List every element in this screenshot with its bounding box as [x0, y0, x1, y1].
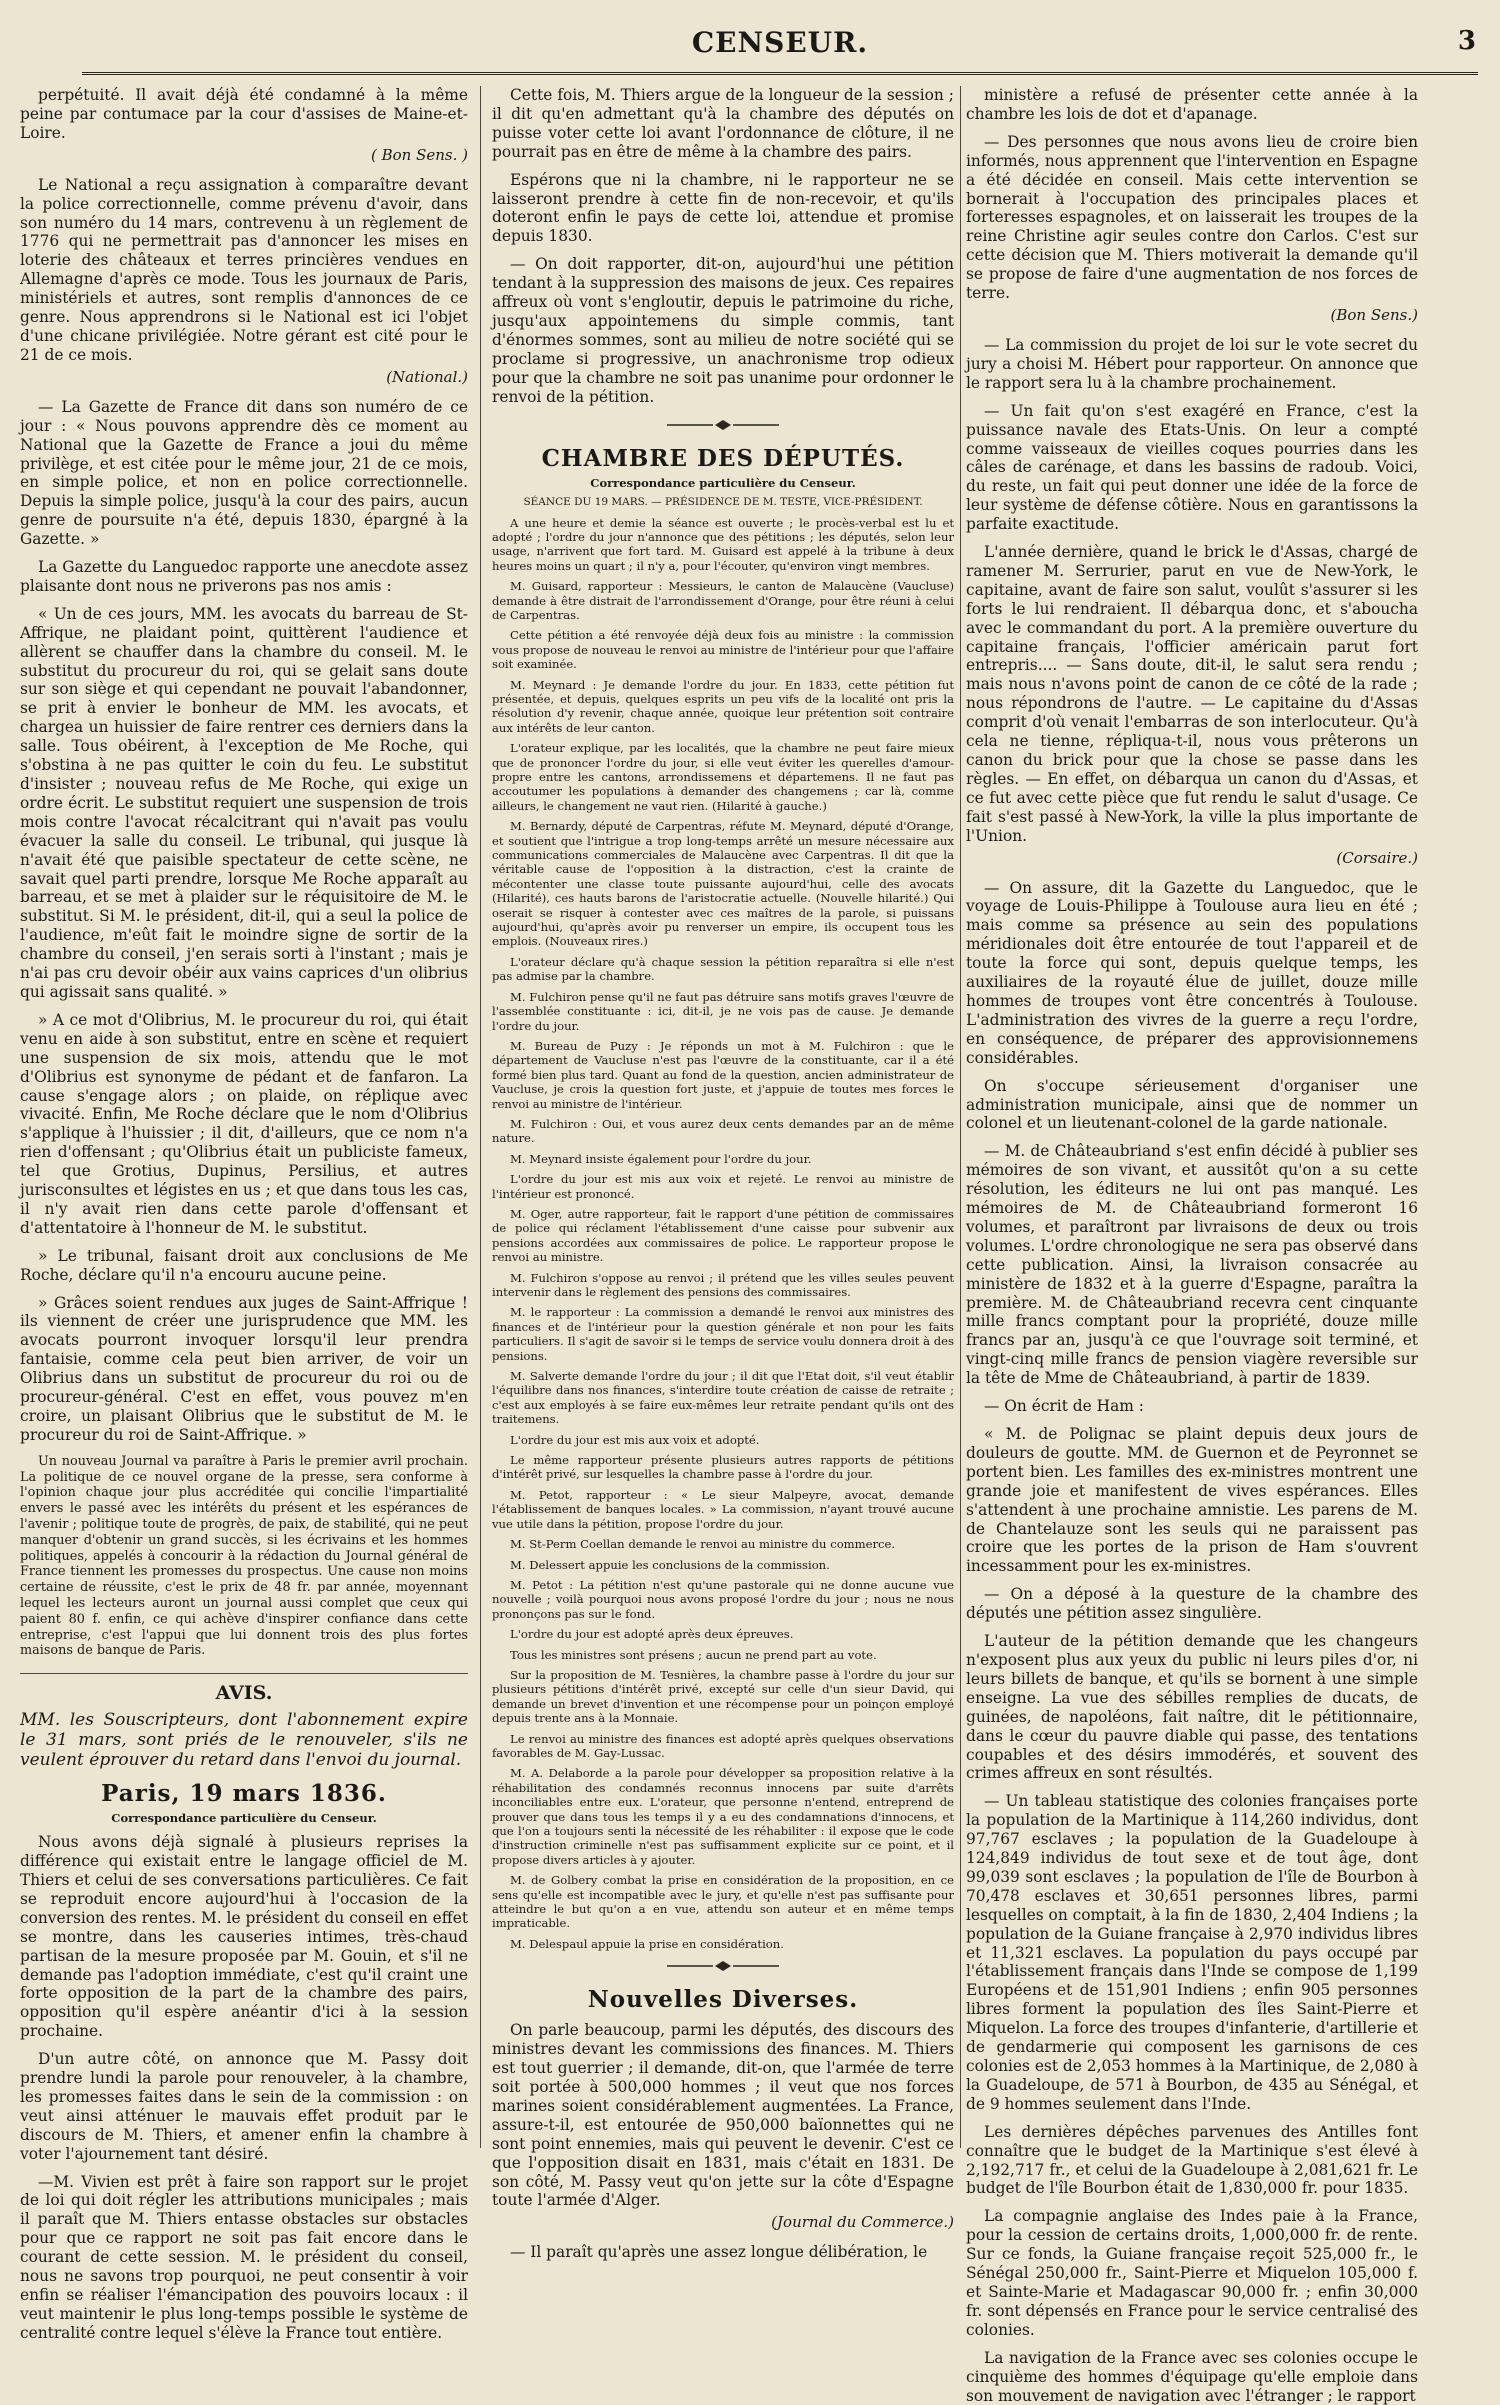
report-paragraph: M. Oger, autre rapporteur, fait le rapport d'une pétition de commissaires de police qui réclament l'établissement d'une caisse pour subvenir aux pensions accordées aux commissaires de police. Le rapporteur propose le renvoi au ministre.: [492, 1206, 954, 1265]
report-paragraph: M. de Golbery combat la prise en considération de la proposition, en ce sens qu'elle est incompatible avec le jury, et qu'elle n'est pas suffisante pour atteindre le but qu'on a en vue, attendu son auteur et en même temps impraticable.: [492, 1873, 954, 1931]
article-paragraph: La navigation de la France avec ses colonies occupe le cinquième des hommes d'équipage qu'elle emploie dans son mouvement de navigation avec l'étranger ; le rapport: [966, 2348, 1418, 2405]
article-paragraph: Espérons que ni la chambre, ni le rapporteur ne se laisseront prendre à cette fin de non-recevoir, et qu'ils doteront enfin le pays de cette loi, attendue et promise depuis 1830.: [492, 170, 954, 246]
source-attribution: (Corsaire.): [1336, 848, 1418, 867]
report-paragraph: M. Fulchiron pense qu'il ne faut pas détruire sans motifs graves l'œuvre de l'assemblée constituante : ici, dit-il, je ne vois pas de cause. Je demande l'ordre du jour.: [492, 989, 954, 1033]
journal-notice: [20, 1454, 468, 1659]
chambre-section-header: [492, 445, 954, 508]
article-paragraph: » Grâces soient rendues aux juges de Saint-Affrique ! ils viennent de créer une jurisprudence que MM. les avocats pourront invoquer lorsqu'il leur prendra fantaisie, comme cela peut bien arriver, de voir un Olibrius dans un substitut de procureur du roi ou de procureur-général. C'est en effet, vous pouvez m'en croire, un plaisant Olibrius que le substitut de M. le procureur du roi de Saint-Affrique. »: [20, 1293, 468, 1444]
newspaper-title: CENSEUR.: [691, 26, 869, 59]
report-paragraph: M. A. Delaborde a la parole pour développer sa proposition relative à la réhabilitation des condamnés reconnus innocens par suite d'arrêts inconciliables entre eux. L'orateur, que personne n'entend, entreprend de prouver que dans tous les temps il y a eu des condamnations d'innocens, et que l'on a toujours senti la nécessité de les réhabiliter : il expose que le code d'instruction criminelle n'est pas suffisamment explicite sur ce point, et il propose divers articles à y ajouter.: [492, 1766, 954, 1867]
column-2: [492, 86, 954, 2262]
report-paragraph: Sur la proposition de M. Tesnières, la chambre passe à l'ordre du jour sur plusieurs pétitions d'intérêt privé, excepté sur celle d'un sieur David, qui demande un brevet d'invention et une récompense pour un poinçon employé depuis trente ans à la Monnaie.: [492, 1667, 954, 1726]
report-paragraph: M. Petot : La pétition n'est qu'une pastorale qui ne donne aucune vue nouvelle ; voilà pourquoi nous avons proposé l'ordre du jour ; nous ne nous prononçons pas sur le fond.: [492, 1577, 954, 1621]
report-paragraph: M. Salverte demande l'ordre du jour ; il dit que l'Etat doit, s'il veut établir l'équilibre dans nos finances, s'interdire toute création de caisse de retraite ; c'est aux employés à se faire eux-mêmes leur retraite pendant qu'ils ont des traitemens.: [492, 1369, 954, 1427]
article-paragraph: « M. de Polignac se plaint depuis deux jours de douleurs de goutte. MM. de Guernon et de Peyronnet se portent bien. Les familles des ex-ministres montrent une grande joie et manifestent de vives espérances. Elles s'attendent à une prochaine amnistie. Les parens de M. de Chantelauze sont les seuls qui ne paraissent pas croire que les portes de la prison de Ham s'ouvrent incessamment pour les ex-ministres.: [966, 1425, 1418, 1576]
column-1: [20, 86, 468, 2342]
source-attribution: (National.): [386, 367, 468, 386]
article-paragraph: — On assure, dit la Gazette du Languedoc, que le voyage de Louis-Philippe à Toulouse aura lieu en été ; mais comme sa présence au sein des populations méridionales doit être entourée de tout l'appareil et de toute la force qui sont, depuis quelque temps, les auxiliaires de la royauté élue de juillet, douze mille hommes de troupes vont être concentrés à Toulouse. L'administration des vivres de la guerre a reçu l'ordre, en conséquence, de préparer des approvisionnemens considérables.: [966, 878, 1418, 1067]
report-paragraph: M. Guisard, rapporteur : Messieurs, le canton de Malaucène (Vaucluse) demande à être distrait de l'arrondissement d'Orange, pour être réuni à celui de Carpentras.: [492, 579, 954, 622]
section-title: CHAMBRE DES DÉPUTÉS.: [541, 444, 905, 472]
nouvelles-section-header: [492, 1986, 954, 2013]
article-paragraph: perpétuité. Il avait déjà été condamné à la même peine par contumace par la cour d'assises de Maine-et-Loire.: [20, 86, 468, 142]
article-paragraph: L'année dernière, quand le brick le d'Assas, chargé de ramener M. Serrurier, parut en vue de New-York, le capitaine, avant de faire son salut, voulût s'assurer si les forts le lui rendraient. Il débarqua donc, et s'aboucha avec le commandant du port. A la première ouverture du capitaine français, l'officier américain parut fort entrepris.... — Sans doute, dit-il, le salut sera rendu ; mais nous n'avons point de canon de ce côté de la rade ; nous répondrons de l'autre. — Le capitaine du d'Assas comprit d'où venait l'embarras de son interlocuteur. Qu'à cela ne tienne, répliqua-t-il, nous vous prêterons un canon du brick pour que la chose se passe dans les règles. — En effet, on débarqua un canon du d'Assas, et ce fut avec cette pièce que fut rendu le salut d'usage. Ce fait s'est passé à New-York, la ville la plus importante de l'Union.: [966, 543, 1418, 845]
page-header: [82, 22, 1478, 75]
column-rule: [960, 86, 961, 2148]
article-paragraph: ministère a refusé de présenter cette année à la chambre les lois de dot et d'apanage.: [966, 86, 1418, 123]
article-paragraph: — La commission du projet de loi sur le vote secret du jury a choisi M. Hébert pour rapporteur. On annonce que le rapport sera lu à la chambre prochainement.: [966, 335, 1418, 392]
article-paragraph: Les dernières dépêches parvenues des Antilles font connaître que le budget de la Martinique s'est élevé à 2,192,717 fr., et celui de la Guadeloupe à 2,081,621 fr. Le budget de l'île Bourbon était de 1,830,000 fr. pour 1835.: [966, 2122, 1418, 2198]
report-paragraph: M. Petot, rapporteur : « Le sieur Malpeyre, avocat, demande l'établissement de banques locales. » La commission, n'ayant trouvé aucune vue utile dans la pétition, propose l'ordre du jour.: [492, 1487, 954, 1531]
paris-section-header: [20, 1780, 468, 1825]
article-paragraph: « Un de ces jours, MM. les avocats du barreau de St-Affrique, ne plaidant point, quittèrent l'audience et allèrent se chauffer dans la chambre du conseil. M. le substitut du procureur du roi, qui se gelait sans doute sur son siège et qui cependant ne pouvait l'abandonner, se prit à envier le bonheur de MM. les avocats, et chargea un huissier de faire rentrer ces derniers dans la salle. Tous obéirent, à l'exception de Me Roche, qui s'obstina à ne pas quitter le coin du feu. Le substitut d'insister ; nouveau refus de Me Roche, qui exige un ordre écrit. Le substitut requiert une suspension de trois mois contre l'avocat récalcitrant qui n'avait pas voulu évacuer la salle du conseil. Le tribunal, qui jusque là n'avait été que paisible spectateur de cette scène, ne savait quel parti prendre, lorsque Me Roche apparaît au barreau, et se met à plaider sur le réquisitoire de M. le substitut. Si M. le président, dit-il, qui a seul la police de l'audience, m'eût fait le moindre signe de sortir de la chambre du conseil, j'en serais sorti à l'instant ; mais je n'ai pas cru devoir obéir aux vains caprices d'un olibrius qui agissait sans qualité. »: [20, 604, 468, 1001]
article-paragraph: Cette fois, M. Thiers argue de la longueur de la session ; il dit qu'en admettant qu'à la chambre des députés on puisse voter cette loi avant l'ordonnance de clôture, il ne pourrait pas en être de même à la chambre des pairs.: [492, 86, 954, 161]
source-attribution: ( Bon Sens. ): [370, 145, 468, 164]
report-paragraph: L'orateur déclare qu'à chaque session la pétition reparaîtra si elle n'est pas admise par la chambre.: [492, 954, 954, 984]
session-report: [492, 516, 954, 1952]
article-paragraph: On parle beaucoup, parmi les députés, des discours des ministres devant les commissions des finances. M. Thiers est tout guerrier ; il demande, dit-on, que l'armée de terre soit portée à 500,000 hommes ; il veut que nos forces marines soient considérablement augmentées. La France, assure-t-il, est entourée de 950,000 baïonnettes qui ne sont point ennemies, mais qui peuvent le devenir. C'est ce que l'opposition disait en 1831, mais c'était en 1831. De son côté, M. Passy veut qu'on jette sur la côte d'Espagne toute l'armée d'Alger.: [492, 2021, 954, 2210]
ornament-divider: [492, 1957, 954, 1976]
report-paragraph: A une heure et demie la séance est ouverte ; le procès-verbal est lu et adopté ; l'ordre du jour n'annonce que des pétitions ; les députés, selon leur usage, n'arrivent que fort tard. M. Guisard est appelé à la tribune à deux heures moins un quart ; il n'y a, pour l'écouter, qu'environ vingt membres.: [492, 515, 954, 573]
report-paragraph: M. Fulchiron : Oui, et vous aurez deux cents demandes par an de même nature.: [492, 1116, 954, 1146]
section-title: Nouvelles Diverses.: [587, 1986, 859, 2014]
article-paragraph: Nous avons déjà signalé à plusieurs reprises la différence qui existait entre le langage officiel de M. Thiers et celui de ses conversations particulières. Ce fait se reproduit encore aujourd'hui à l'occasion de la conversion des rentes. M. le président du conseil en effet se montre, dans les causeries intimes, très-chaud partisan de la mesure proposée par M. Gouin, et s'il ne demande pas l'adoption immédiate, c'est qu'il craint une forte opposition de la part de la chambre des pairs, opposition qu'il espère anéantir d'ici à la session prochaine.: [20, 1833, 468, 2041]
article-paragraph: » A ce mot d'Olibrius, M. le procureur du roi, qui était venu en aide à son substitut, entre en scène et requiert une suspension de six mois, attendu que le mot d'Olibrius est synonyme de pédant et de fanfaron. La cause s'engage alors ; on plaide, on réplique avec vivacité. Enfin, Me Roche déclare que le nom d'Olibrius s'applique à l'huissier ; il dit, d'ailleurs, que ce nom n'a rien d'offensant ; qu'Olibrius était un publiciste fameux, tel que Grotius, Dupinus, Persilius, et autres jurisconsultes et légistes en us ; et que dans tous les cas, il n'y avait rien dans cette parole d'offensant et d'attentatoire à l'honneur de M. le substitut.: [20, 1010, 468, 1237]
page-number: 3: [1457, 26, 1476, 56]
article-paragraph: — On écrit de Ham :: [984, 1397, 1144, 1416]
source-attribution: (Bon Sens.): [1330, 305, 1418, 324]
report-paragraph: M. Fulchiron s'oppose au renvoi ; il prétend que les villes seules peuvent intervenir dans le règlement des pensions des commissaires.: [492, 1270, 954, 1299]
section-title: Paris, 19 mars 1836.: [101, 1780, 387, 1808]
column-rule: [480, 86, 481, 2148]
report-paragraph: M. Delespaul appuie la prise en considération.: [510, 1936, 784, 1951]
report-paragraph: Tous les ministres sont présens ; aucun ne prend part au vote.: [510, 1647, 877, 1662]
report-paragraph: M. Bureau de Puzy : Je réponds un mot à M. Fulchiron : que le département de Vaucluse n'est pas l'œuvre de la constituante, car il a été formé bien plus tard. Quant au fond de la question, ancien administrateur de Vaucluse, je crois la question fort juste, et j'appuie de toutes mes forces le renvoi au ministre de l'intérieur.: [492, 1038, 954, 1111]
article-paragraph: — La Gazette de France dit dans son numéro de ce jour : « Nous pouvons apprendre dès ce moment au National que la Gazette de France a joui du même privilège, et est citée pour le même jour, 21 de ce mois, en simple police, et non en police correctionnelle. Depuis la simple police, jusqu'à la cour des pairs, aucun genre de poursuite n'a été, depuis 1830, épargné à la Gazette. »: [20, 397, 468, 549]
report-paragraph: L'ordre du jour est mis aux voix et rejeté. Le renvoi au ministre de l'intérieur est prononcé.: [492, 1172, 954, 1201]
avis-heading: AVIS.: [20, 1673, 468, 1704]
article-paragraph: — M. de Châteaubriand s'est enfin décidé à publier ses mémoires de son vivant, et aussitôt qu'on a su cette résolution, les éditeurs ne lui ont pas manqué. Les mémoires de M. de Châteaubriand formeront 16 volumes, et paraîtront par livraisons de deux ou trois volumes. L'ordre chronologique ne sera pas observé dans cette publication. Ainsi, la livraison consacrée au ministère de 1832 et à la guerre d'Espagne, paraîtra la première. M. de Châteaubriand recevra cent cinquante mille francs comptant pour la propriété, douze mille francs par an, jusqu'à ce que l'ouvrage soit terminé, et vingt-cinq mille francs de pension viagère reversible sur la tête de Mme de Châteaubriand, à partir de 1839.: [966, 1142, 1418, 1388]
article-paragraph: On s'occupe sérieusement d'organiser une administration municipale, ainsi que de nommer un colonel et un lieutenant-colonel de la garde nationale.: [966, 1076, 1418, 1133]
notice-text: Un nouveau Journal va paraître à Paris le premier avril prochain. La politique de ce nouvel organe de la presse, sera conforme à l'opinion chaque jour plus accréditée qui concilie l'impartialité envers le passé avec les intérêts du présent et les espérances de l'avenir ; politique toute de progrès, de paix, de stabilité, qui ne peut manquer d'obtenir un grand succès, si les écrivains et les hommes politiques, appelés à concourir à la rédaction du Journal général de France tiennent les promesses du prospectus. Une cause non moins certaine de réussite, c'est le prix de 48 fr. par année, moyennant lequel les lecteurs auront un journal aussi complet que ceux qui paient 80 f. enfin, ce qui achève d'inspirer confiance dans cette entreprise, c'est l'appui que lui donnent trois des plus fortes maisons de banque de Paris.: [20, 1453, 468, 1659]
article-paragraph: — Des personnes que nous avons lieu de croire bien informés, nous apprennent que l'intervention en Espagne a été décidée en conseil. Mais cette intervention se bornerait à l'occupation des principales places et forteresses espagnoles, et on laisserait les troupes de la reine Christine agir seules contre don Carlos. C'est sur cette décision que M. Thiers motiverait la demande qu'il se propose de faire d'une augmentation de nos forces de terre.: [966, 132, 1418, 303]
report-paragraph: M. Meynard insiste également pour l'ordre du jour.: [510, 1151, 812, 1166]
report-paragraph: M. Bernardy, député de Carpentras, réfute M. Meynard, député d'Orange, et soutient que l'intrigue a trop long-temps arrêté un mesure nécessaire aux communications commerciales de Malaucène avec Carpentras. Il dit que la véritable cause de l'opposition à la distraction, c'est la crainte de mécontenter une classe toute puissante aujourd'hui, celle des avocats (Hilarité), ces hauts barons de l'aristocratie actuelle. (Nouvelle hilarité.) Qui oserait se risquer à contester avec ces maîtres de la parole, si puissans aujourd'hui, qu'après avoir pu renverser un empire, ils occupent tous les emplois. (Nouveaux rires.): [492, 819, 954, 949]
article-paragraph: —M. Vivien est prêt à faire son rapport sur le projet de loi qui doit régler les attributions municipales ; mais il paraît que M. Thiers entasse obstacles sur obstacles pour que ce rapport ne soit pas fait encore dans le courant de cette session. M. le président du conseil, nous ne savons trop pourquoi, ne peut consentir à voir enfin se réaliser l'émancipation des pouvoirs locaux : il veut maintenir le plus long-temps possible le système de centralité contre lequel s'élève la France tout entière.: [20, 2172, 468, 2342]
report-paragraph: Le renvoi au ministre des finances est adopté après quelques observations favorables de M. Gay-Lussac.: [492, 1731, 954, 1760]
report-paragraph: L'orateur explique, par les localités, que la chambre ne peut faire mieux que de prononcer l'ordre du jour, si elle veut éviter les querelles d'amour-propre entre les cantons, arrondissemens et départemens. Il ne faut pas accoutumer les populations à demander des changemens ; car là, comme ailleurs, le changement ne vaut rien. (Hilarité à gauche.): [492, 741, 954, 813]
section-subtitle: Correspondance particulière du Censeur.: [111, 1811, 377, 1826]
source-attribution: (Journal du Commerce.): [771, 2213, 954, 2232]
article-paragraph: — Un fait qu'on s'est exagéré en France, c'est la puissance navale des Etats-Unis. On leur a compté comme vaisseaux de vieilles coques pourries dans les câles de carénage, et dans les bassins de radoub. Voici, du reste, un fait qui peut donner une idée de la force de leur système de défense côtière. Nous en garantissons la parfaite exactitude.: [966, 401, 1418, 534]
article-paragraph: » Le tribunal, faisant droit aux conclusions de Me Roche, déclare qu'il n'a encouru aucune peine.: [20, 1246, 468, 1284]
report-paragraph: M. Delessert appuie les conclusions de la commission.: [510, 1557, 830, 1572]
article-paragraph: — Un tableau statistique des colonies françaises porte la population de la Martinique à 114,260 individus, dont 97,767 esclaves ; la population de la Guadeloupe à 124,849 individus de tout sexe et de tout âge, dont 99,039 sont esclaves ; la population de l'île de Bourbon à 70,478 esclaves et 30,651 personnes libres, parmi lesquelles on comptait, à la fin de 1830, 2,404 Indiens ; la population de la Guiane française à 2,970 individus libres et 11,321 esclaves. La population du pays occupé par l'établissement français dans l'Inde se compose de 1,199 Européens et de 151,901 Indiens ; enfin 905 personnes libres forment la population des îles Saint-Pierre et Miquelon. La force des troupes d'infanterie, d'artillerie et de gendarmerie qui composent les garnisons de ces colonies est de 2,053 hommes à la Martinique, de 2,080 à la Guadeloupe, de 571 à Bourbon, de 435 au Sénégal, et de 9 hommes seulement dans l'Inde.: [966, 1792, 1418, 2113]
session-info: SÉANCE DU 19 MARS. — PRÉSIDENCE DE M. TESTE, VICE-PRÉSIDENT.: [523, 495, 923, 508]
article-paragraph: — On doit rapporter, dit-on, aujourd'hui une pétition tendant à la suppression des maisons de jeux. Ces repaires affreux où vont s'engloutir, depuis le patrimoine du riche, jusqu'aux appointemens du simple commis, tant d'énormes sommes, sont au milieu de notre société qui se proclame si progressive, un anachronisme trop odieux pour que la chambre ne soit pas unanime pour ordonner le renvoi de la pétition.: [492, 255, 954, 406]
column-3: [966, 86, 1418, 2405]
ornament-divider: [492, 416, 954, 435]
article-paragraph: La compagnie anglaise des Indes paie à la France, pour la cession de certains droits, 1,000,000 fr. de rente. Sur ce fonds, la Guiane française reçoit 525,000 fr., le Sénégal 250,000 fr., Saint-Pierre et Miquelon 105,000 f. et Sainte-Marie et Madagascar 90,000 fr. ; enfin 30,000 fr. sont dépensés en France pour le service centralisé des colonies.: [966, 2207, 1418, 2339]
report-paragraph: Le même rapporteur présente plusieurs autres rapports de pétitions d'intérêt privé, sur lesquelles la chambre passe à l'ordre du jour.: [492, 1453, 954, 1482]
report-paragraph: L'ordre du jour est mis aux voix et adopté.: [510, 1432, 760, 1447]
report-paragraph: M. Meynard : Je demande l'ordre du jour. En 1833, cette pétition fut présentée, et depuis, quelques esprits un peu vifs de la localité ont pris la résolution d'y revenir, chaque année, quoique leur prétention soit contraire aux intérêts de leur canton.: [492, 677, 954, 735]
avis-text: MM. les Souscripteurs, dont l'abonnement expire le 31 mars, sont priés de le renouveler, s'ils ne veulent éprouver du retard dans l'envoi du journal.: [20, 1710, 468, 1771]
report-paragraph: M. St-Perm Coellan demande le renvoi au ministre du commerce.: [510, 1537, 896, 1552]
report-paragraph: L'ordre du jour est adopté après deux épreuves.: [510, 1627, 794, 1642]
article-paragraph: L'auteur de la pétition demande que les changeurs n'exposent plus aux yeux du public ni leurs piles d'or, ni leurs billets de banque, et qu'ils se bornent à une simple enseigne. La vue des sébilles remplies de ducats, de guinées, de napoléons, fait naître, dit le pétitionnaire, dans le cœur du pauvre diable qui passe, des tentations coupables et des désirs immodérés, et souvent des crimes affreux en sont résultés.: [966, 1632, 1418, 1783]
article-paragraph: D'un autre côté, on annonce que M. Passy doit prendre lundi la parole pour renouveler, à la chambre, les promesses faites dans le sein de la commission : on veut ainsi atténuer le mauvais effet produit par le discours de M. Thiers, et amener enfin la chambre à voter l'ajournement tant désiré.: [20, 2050, 468, 2163]
article-paragraph: La Gazette du Languedoc rapporte une anecdote assez plaisante dont nous ne priverons pas nos amis :: [20, 558, 468, 595]
report-paragraph: Cette pétition a été renvoyée déjà deux fois au ministre : la commission vous propose de nouveau le renvoi au ministre de l'intérieur pour que l'affaire soit examinée.: [492, 628, 954, 672]
article-paragraph: — Il paraît qu'après une assez longue délibération, le: [510, 2243, 928, 2262]
report-paragraph: M. le rapporteur : La commission a demandé le renvoi aux ministres des finances et de l'intérieur pour la question générale et non pour les faits particuliers. Il s'agit de savoir si le temps de service voulu donnera droit à des pensions.: [492, 1305, 954, 1363]
article-paragraph: Le National a reçu assignation à comparaître devant la police correctionnelle, comme prévenu d'avoir, dans son numéro du 14 mars, contrevenu à un règlement de 1776 qui ne permettrait pas d'annoncer les mises en loterie des châteaux et terres princières vendues en Allemagne d'après ce mode. Tous les journaux de Paris, ministériels et autres, sont remplis d'annonces de ce genre. Nous apprendrons si le National est ici l'objet d'une chicane privilégiée. Notre gérant est cité pour le 21 de ce mois.: [20, 175, 468, 364]
section-subtitle: Correspondance particulière du Censeur.: [590, 475, 856, 490]
article-paragraph: — On a déposé à la questure de la chambre des députés une pétition assez singulière.: [966, 1585, 1418, 1623]
